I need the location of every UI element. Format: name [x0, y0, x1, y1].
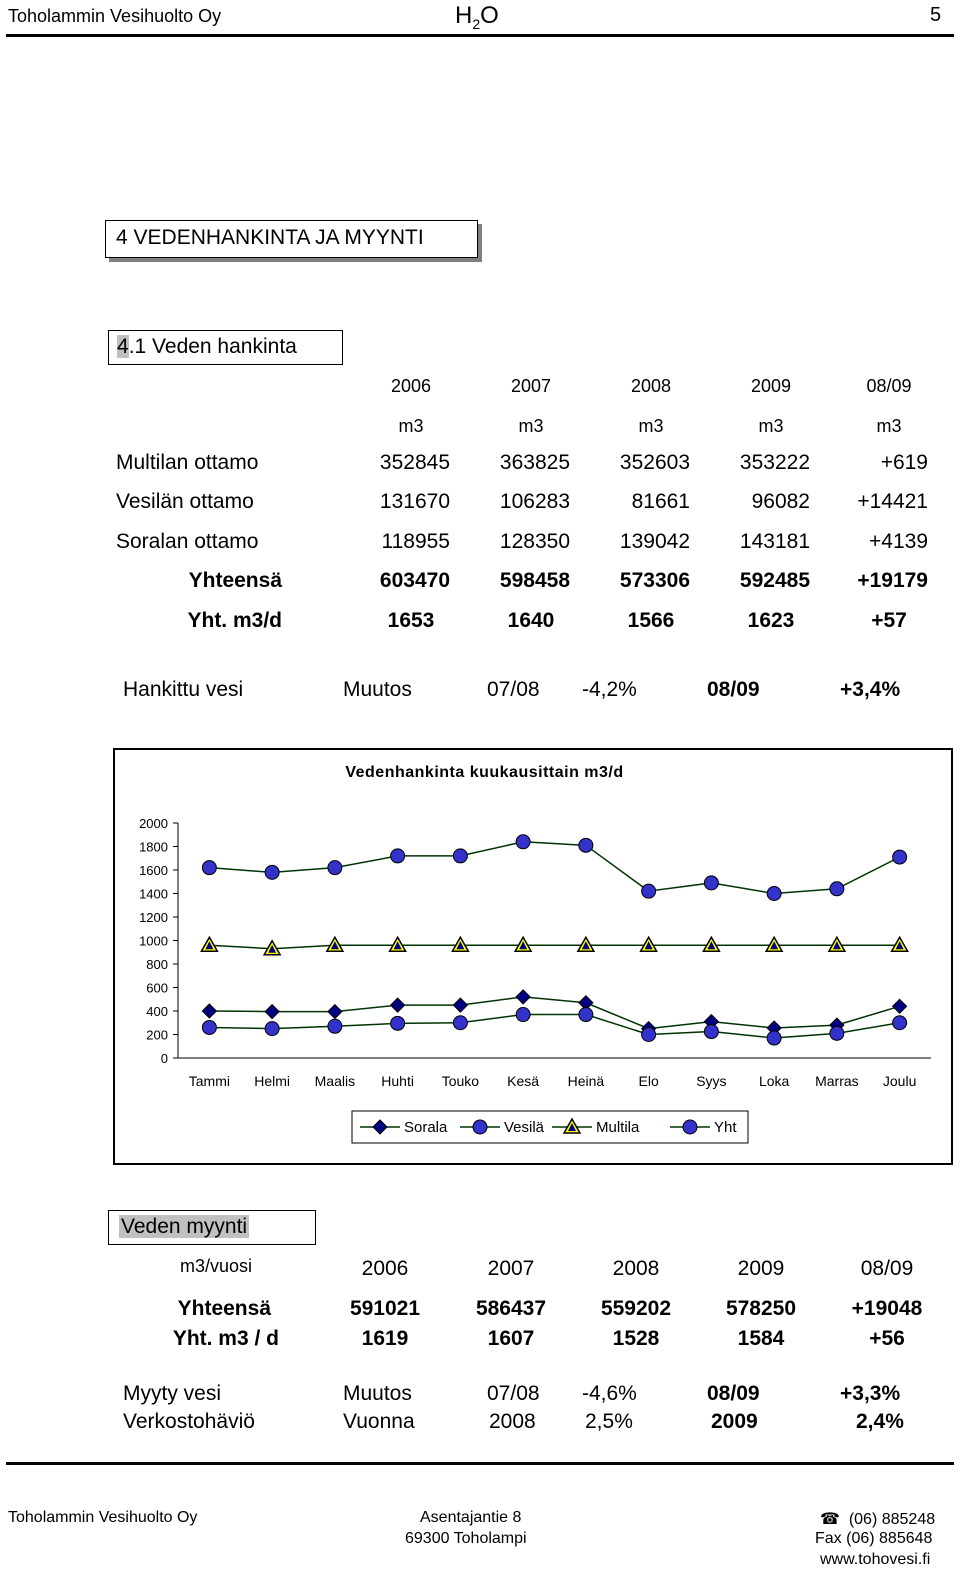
loss-value2: 2,4%	[856, 1410, 904, 1433]
chart-frame	[113, 748, 953, 1165]
per-day-cell: 1566	[627, 609, 675, 632]
point-sorala	[516, 990, 530, 1004]
point-yht	[893, 850, 907, 864]
point-vesilä	[265, 1022, 279, 1036]
y-tick-label: 1200	[139, 910, 168, 925]
point-vesilä	[767, 1031, 781, 1045]
table-cell: 353222	[739, 451, 810, 474]
point-yht	[516, 835, 530, 849]
hankinta-title-rest: .1 Veden hankinta	[128, 335, 297, 358]
y-tick-label: 1000	[139, 933, 168, 949]
x-tick-label: Tammi	[188, 1073, 230, 1089]
series-line-multila	[209, 945, 899, 949]
year-header: 2007	[487, 1257, 535, 1280]
company-name: Toholammin Vesihuolto Oy	[8, 6, 222, 26]
y-tick-label: 400	[146, 1004, 168, 1019]
point-sorala	[328, 1005, 342, 1019]
table-cell: 363825	[499, 451, 570, 474]
point-yht	[328, 861, 342, 875]
x-tick-label: Huhti	[381, 1073, 414, 1089]
per-day-label: Yht. m3 / d	[172, 1327, 279, 1350]
change-value2: +3,4%	[840, 678, 901, 701]
total-cell: 586437	[475, 1297, 547, 1320]
x-tick-label: Syys	[696, 1073, 727, 1089]
year-header: 2009	[750, 376, 792, 396]
year-header: 2006	[390, 376, 432, 396]
x-tick-label: Touko	[441, 1073, 480, 1089]
per-day-cell: 1640	[507, 609, 555, 632]
loss-value1: 2,5%	[585, 1410, 633, 1433]
y-tick-label: 2000	[139, 816, 168, 831]
per-day-label: Yht. m3/d	[187, 609, 282, 632]
unit-header: m3	[758, 416, 784, 436]
series-line-sorala	[209, 997, 899, 1029]
chart-title: Vedenhankinta kuukausittain m3/d	[345, 764, 624, 781]
total-cell: +19048	[851, 1297, 923, 1320]
table-cell: +14421	[857, 490, 928, 513]
row-label: Vesilän ottamo	[116, 490, 254, 513]
total-cell: 603470	[379, 569, 450, 592]
table-cell: 96082	[751, 490, 810, 513]
myynti-title-text: Veden myynti	[121, 1215, 248, 1238]
footer-street: Asentajantie 8	[420, 1509, 522, 1526]
point-vesilä	[202, 1020, 216, 1034]
unit-header: m3	[876, 416, 902, 436]
year-header: 2006	[361, 1257, 409, 1280]
per-day-cell: 1623	[747, 609, 795, 632]
point-vesilä	[328, 1019, 342, 1033]
total-cell: +19179	[857, 569, 928, 592]
table-cell: 139042	[619, 530, 690, 553]
point-yht	[391, 849, 405, 863]
x-tick-label: Heinä	[567, 1073, 605, 1089]
point-yht	[265, 865, 279, 879]
logo-2: 2	[472, 15, 481, 32]
total-cell: 578250	[725, 1297, 797, 1320]
total-cell: 559202	[600, 1297, 672, 1320]
logo-h: H	[455, 2, 473, 29]
point-yht	[642, 884, 656, 898]
x-tick-label: Marras	[815, 1073, 859, 1089]
hankinta-title	[108, 330, 343, 365]
point-sorala	[453, 998, 467, 1012]
year-header: 08/09	[860, 1257, 914, 1280]
per-day-cell: 1584	[737, 1327, 785, 1350]
h2o-logo	[455, 2, 499, 32]
footer-phone	[820, 1509, 935, 1529]
table-cell: 131670	[379, 490, 450, 513]
y-tick-label: 1400	[139, 886, 168, 902]
footer-web[interactable]: www.tohovesi.fi	[820, 1551, 931, 1568]
unit-label: m3/vuosi	[180, 1256, 253, 1276]
page-number: 5	[930, 4, 942, 26]
y-tick-label: 800	[146, 957, 168, 972]
total-cell: 573306	[619, 569, 690, 592]
table-cell: 143181	[739, 530, 810, 553]
point-vesilä	[642, 1028, 656, 1042]
y-tick-label: 200	[146, 1027, 168, 1043]
point-vesilä	[893, 1016, 907, 1030]
y-tick-label: 600	[146, 980, 168, 996]
phone-icon: ☎	[820, 1511, 840, 1528]
loss-period1: 2008	[489, 1410, 536, 1433]
point-sorala	[893, 999, 907, 1013]
legend-label: Yht	[714, 1119, 737, 1136]
legend-label: Vesilä	[504, 1119, 545, 1136]
table-cell: 352845	[379, 451, 450, 474]
footer-rule	[6, 1462, 954, 1465]
legend-label: Sorala	[404, 1119, 448, 1136]
footer-phone-number: (06) 885248	[848, 1511, 936, 1528]
point-yht	[704, 876, 718, 890]
point-yht	[767, 887, 781, 901]
point-sorala	[265, 1005, 279, 1019]
point-vesilä	[391, 1016, 405, 1030]
year-header: 2009	[737, 1257, 785, 1280]
legend-marker	[683, 1120, 697, 1134]
per-day-cell: 1619	[361, 1327, 409, 1350]
row-label: Soralan ottamo	[116, 530, 259, 553]
y-tick-label: 1600	[139, 863, 168, 878]
y-tick-label: 0	[160, 1051, 168, 1066]
table-cell: +619	[880, 451, 928, 474]
legend-label: Multila	[596, 1119, 640, 1136]
point-vesilä	[579, 1008, 593, 1022]
per-day-cell: +57	[871, 609, 907, 632]
change-muutos: Muutos	[343, 678, 412, 701]
hankinta-title-prefix: 4	[117, 335, 129, 358]
year-header: 08/09	[866, 376, 912, 396]
loss-label: Verkostohäviö	[123, 1410, 255, 1433]
point-yht	[453, 849, 467, 863]
sold-value1: -4,6%	[582, 1382, 637, 1405]
unit-header: m3	[638, 416, 664, 436]
loss-vuonna: Vuonna	[343, 1410, 415, 1433]
total-label: Yhteensä	[188, 569, 282, 592]
change-period1: 07/08	[487, 678, 540, 701]
per-day-cell: +56	[869, 1327, 905, 1350]
section-title: 4 VEDENHANKINTA JA MYYNTI	[105, 220, 478, 258]
change-label: Hankittu vesi	[123, 678, 244, 701]
year-header: 2008	[612, 1257, 660, 1280]
x-tick-label: Elo	[638, 1073, 659, 1089]
point-sorala	[391, 998, 405, 1012]
point-vesilä	[830, 1026, 844, 1040]
point-vesilä	[704, 1025, 718, 1039]
table-cell: +4139	[869, 530, 928, 553]
x-tick-label: Helmi	[254, 1073, 291, 1089]
table-cell: 352603	[619, 451, 690, 474]
year-header: 2007	[510, 376, 552, 396]
sold-label: Myyty vesi	[123, 1382, 222, 1405]
table-cell: 106283	[499, 490, 570, 513]
total-cell: 592485	[739, 569, 810, 592]
change-period2: 08/09	[707, 678, 760, 701]
footer-city: 69300 Toholampi	[405, 1530, 527, 1547]
point-vesilä	[516, 1008, 530, 1022]
loss-period2: 2009	[711, 1410, 758, 1433]
legend-marker	[473, 1120, 487, 1134]
x-tick-label: Joulu	[882, 1073, 917, 1089]
logo-o: O	[480, 2, 499, 29]
point-yht	[830, 882, 844, 896]
point-yht	[202, 861, 216, 875]
year-header: 2008	[630, 376, 672, 396]
per-day-cell: 1607	[487, 1327, 535, 1350]
table-cell: 118955	[381, 530, 450, 553]
x-tick-label: Kesä	[507, 1073, 540, 1089]
x-tick-label: Maalis	[314, 1073, 356, 1089]
sold-value2: +3,3%	[840, 1382, 901, 1405]
change-value1: -4,2%	[582, 678, 637, 701]
unit-header: m3	[398, 416, 424, 436]
total-cell: 598458	[499, 569, 570, 592]
unit-header: m3	[518, 416, 544, 436]
table-cell: 81661	[631, 490, 690, 513]
x-tick-label: Loka	[758, 1073, 790, 1089]
total-label: Yhteensä	[177, 1297, 271, 1320]
sold-period1: 07/08	[487, 1382, 540, 1405]
per-day-cell: 1653	[387, 609, 435, 632]
footer-company: Toholammin Vesihuolto Oy	[8, 1509, 198, 1526]
header-rule	[6, 34, 954, 37]
row-label: Multilan ottamo	[116, 451, 259, 474]
point-yht	[579, 838, 593, 852]
myynti-title	[108, 1210, 316, 1245]
series-line-yht	[209, 842, 899, 894]
table-cell: 128350	[499, 530, 570, 553]
monthly-chart	[115, 750, 951, 1163]
total-cell: 591021	[349, 1297, 421, 1320]
point-vesilä	[453, 1016, 467, 1030]
sold-muutos: Muutos	[343, 1382, 412, 1405]
y-tick-label: 1800	[139, 839, 168, 855]
footer-fax: Fax (06) 885648	[815, 1530, 933, 1547]
per-day-cell: 1528	[612, 1327, 660, 1350]
point-sorala	[202, 1004, 216, 1018]
sold-period2: 08/09	[707, 1382, 760, 1405]
